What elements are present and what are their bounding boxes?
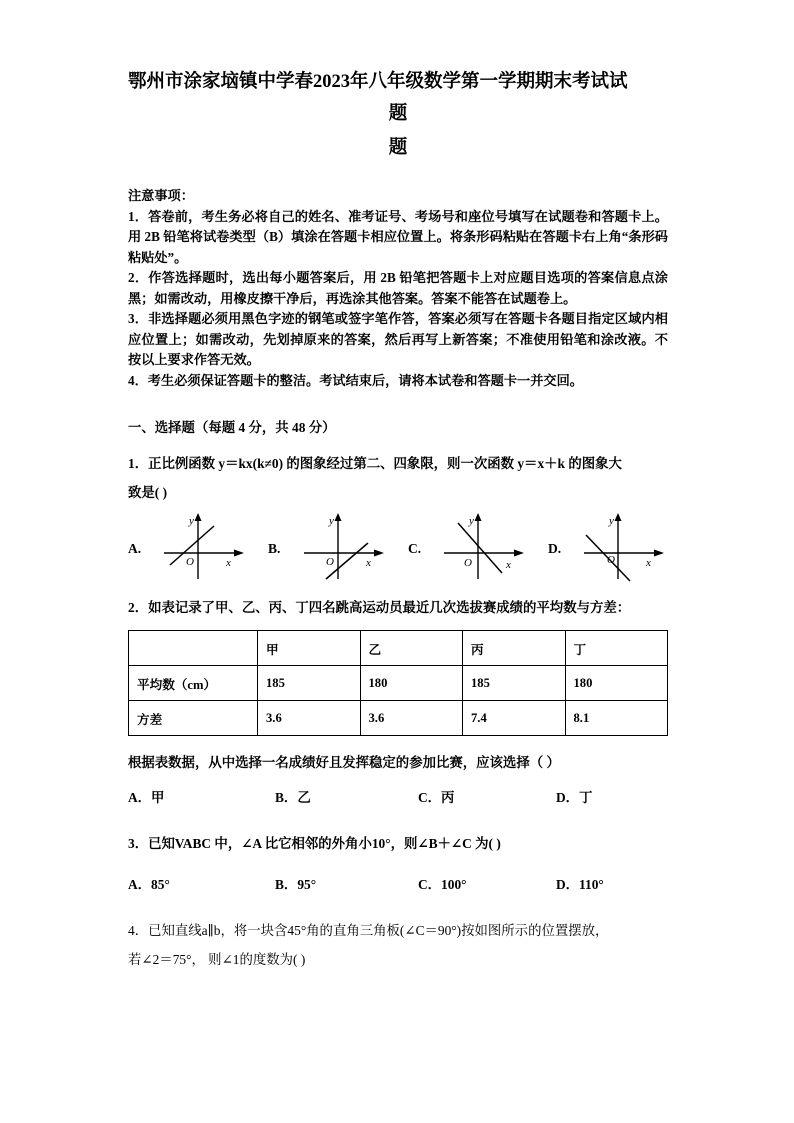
question-2-text: 2．如表记录了甲、乙、丙、丁四名跳高运动员最近几次选拔赛成绩的平均数与方差： (128, 600, 631, 615)
svg-text:x: x (226, 557, 231, 569)
question-3-option-b[interactable]: B．95° (275, 877, 317, 892)
question-1-option-b[interactable] (268, 513, 408, 585)
table-row-header (129, 631, 668, 666)
svg-text:y: y (469, 515, 474, 527)
option-b-graph-icon (296, 513, 392, 585)
notice-item-4: 4．考生必须保证答题卡的整洁。考试结束后，请将本试卷和答题卡一并交回。 (128, 372, 583, 388)
svg-text:O: O (326, 556, 334, 568)
question-3-option-c[interactable]: C．100° (418, 877, 467, 892)
table-row-mean (129, 666, 668, 701)
question-1-line1: 1．正比例函数 y＝kx(k≠0) 的图象经过第二、四象限，则一次函数 y＝x＋k 的图象大 (128, 456, 622, 471)
svg-text:y: y (189, 515, 194, 527)
table-header-yi: 乙 (360, 631, 463, 666)
question-1-option-d[interactable] (548, 513, 688, 585)
cell-mean-ding: 180 (565, 666, 668, 701)
notice-item-2: 2．作答选择题时，选出每小题答案后，用 2B 铅笔把答题卡上对应题目选项的答案信息点涂黑；如需改动，用橡皮擦干净后，再选涂其他答案。答案不能答在试题卷上。 (128, 270, 668, 306)
question-2-option-d[interactable]: D．丁 (556, 790, 593, 805)
cell-variance-bing: 7.4 (463, 701, 566, 736)
question-4-line1: 4．已知直线a∥b，将一块含45°角的直角三角板(∠C＝90°)按如图所示的位置摆放， (128, 923, 609, 938)
option-b-label: B. (268, 541, 281, 556)
question-1-text (128, 449, 668, 507)
cell-mean-bing: 185 (463, 666, 566, 701)
question-2-option-b[interactable]: B．乙 (275, 790, 311, 805)
table-header-ding: 丁 (565, 631, 668, 666)
option-a-graph-icon (156, 513, 252, 585)
question-2-option-a[interactable]: A．甲 (128, 790, 165, 805)
option-c-graph-icon (436, 513, 532, 585)
option-d-label: D. (548, 541, 562, 556)
notice-heading: 注意事项： (128, 188, 194, 203)
page-subtitle: 题 (388, 138, 408, 158)
question-2-options (128, 787, 668, 813)
svg-text:y: y (609, 515, 614, 527)
question-3-option-a[interactable]: A．85° (128, 877, 170, 892)
cell-variance-jia: 3.6 (258, 701, 361, 736)
table-header-bing: 丙 (463, 631, 566, 666)
svg-text:x: x (506, 559, 511, 571)
svg-text:O: O (186, 556, 194, 568)
question-2-followup: 根据表数据，从中选择一名成绩好且发挥稳定的参加比赛，应该选择（ ） (128, 755, 560, 770)
page-title-line2: 题 (388, 104, 408, 124)
question-1-option-c[interactable] (408, 513, 548, 585)
question-3-option-d[interactable]: D．110° (556, 877, 604, 892)
option-c-label: C. (408, 541, 422, 556)
cell-mean-jia: 185 (258, 666, 361, 701)
row-label-mean: 平均数（cm） (129, 666, 258, 701)
svg-text:O: O (464, 557, 472, 569)
question-3-options (128, 874, 668, 900)
page-title: 鄂州市涂家垴镇中学春2023年八年级数学第一学期期末考试试 (128, 72, 628, 92)
question-3-text: 3．已知VABC 中，∠A 比它相邻的外角小10°，则∠B＋∠C 为( ) (128, 836, 501, 851)
svg-text:x: x (366, 557, 371, 569)
question-1-line2: 致是( ) (128, 485, 168, 500)
notice-item-3: 3．非选择题必须用黑色字迹的钢笔或签字笔作答，答案必须写在答题卡各题目指定区域内相应位置上；如需改动，先划掉原来的答案，然后再写上新答案；不准使用铅笔和涂改液。不按以上要求作答无效。 (128, 311, 668, 367)
option-d-graph-icon (576, 513, 672, 585)
table-row-variance (129, 701, 668, 736)
athlete-stats-table (128, 630, 668, 736)
svg-text:y: y (329, 515, 334, 527)
svg-text:x: x (646, 557, 651, 569)
section-heading-multiple-choice: 一、选择题（每题 4 分，共 48 分） (128, 420, 336, 435)
question-4-line2: 若∠2＝75°， 则∠1的度数为( ) (128, 952, 306, 967)
svg-text:O: O (607, 554, 615, 566)
table-header-jia: 甲 (258, 631, 361, 666)
row-label-variance: 方差 (129, 701, 258, 736)
cell-variance-ding: 8.1 (565, 701, 668, 736)
page-content (128, 0, 668, 974)
cell-variance-yi: 3.6 (360, 701, 463, 736)
question-2-option-c[interactable]: C．丙 (418, 790, 455, 805)
notice-item-1: 1．答卷前，考生务必将自己的姓名、准考证号、考场号和座位号填写在试题卷和答题卡上。用 2B 铅笔将试卷类型（B）填涂在答题卡相应位置上。将条形码粘贴在答题卡右上角“条形码粘贴处”。 (128, 208, 668, 265)
table-header-blank (129, 631, 258, 666)
notice-block (128, 186, 668, 391)
option-a-label: A. (128, 541, 142, 556)
question-4-text (128, 916, 668, 974)
question-1-graph-options (128, 513, 668, 585)
cell-mean-yi: 180 (360, 666, 463, 701)
question-1-option-a[interactable] (128, 513, 268, 585)
